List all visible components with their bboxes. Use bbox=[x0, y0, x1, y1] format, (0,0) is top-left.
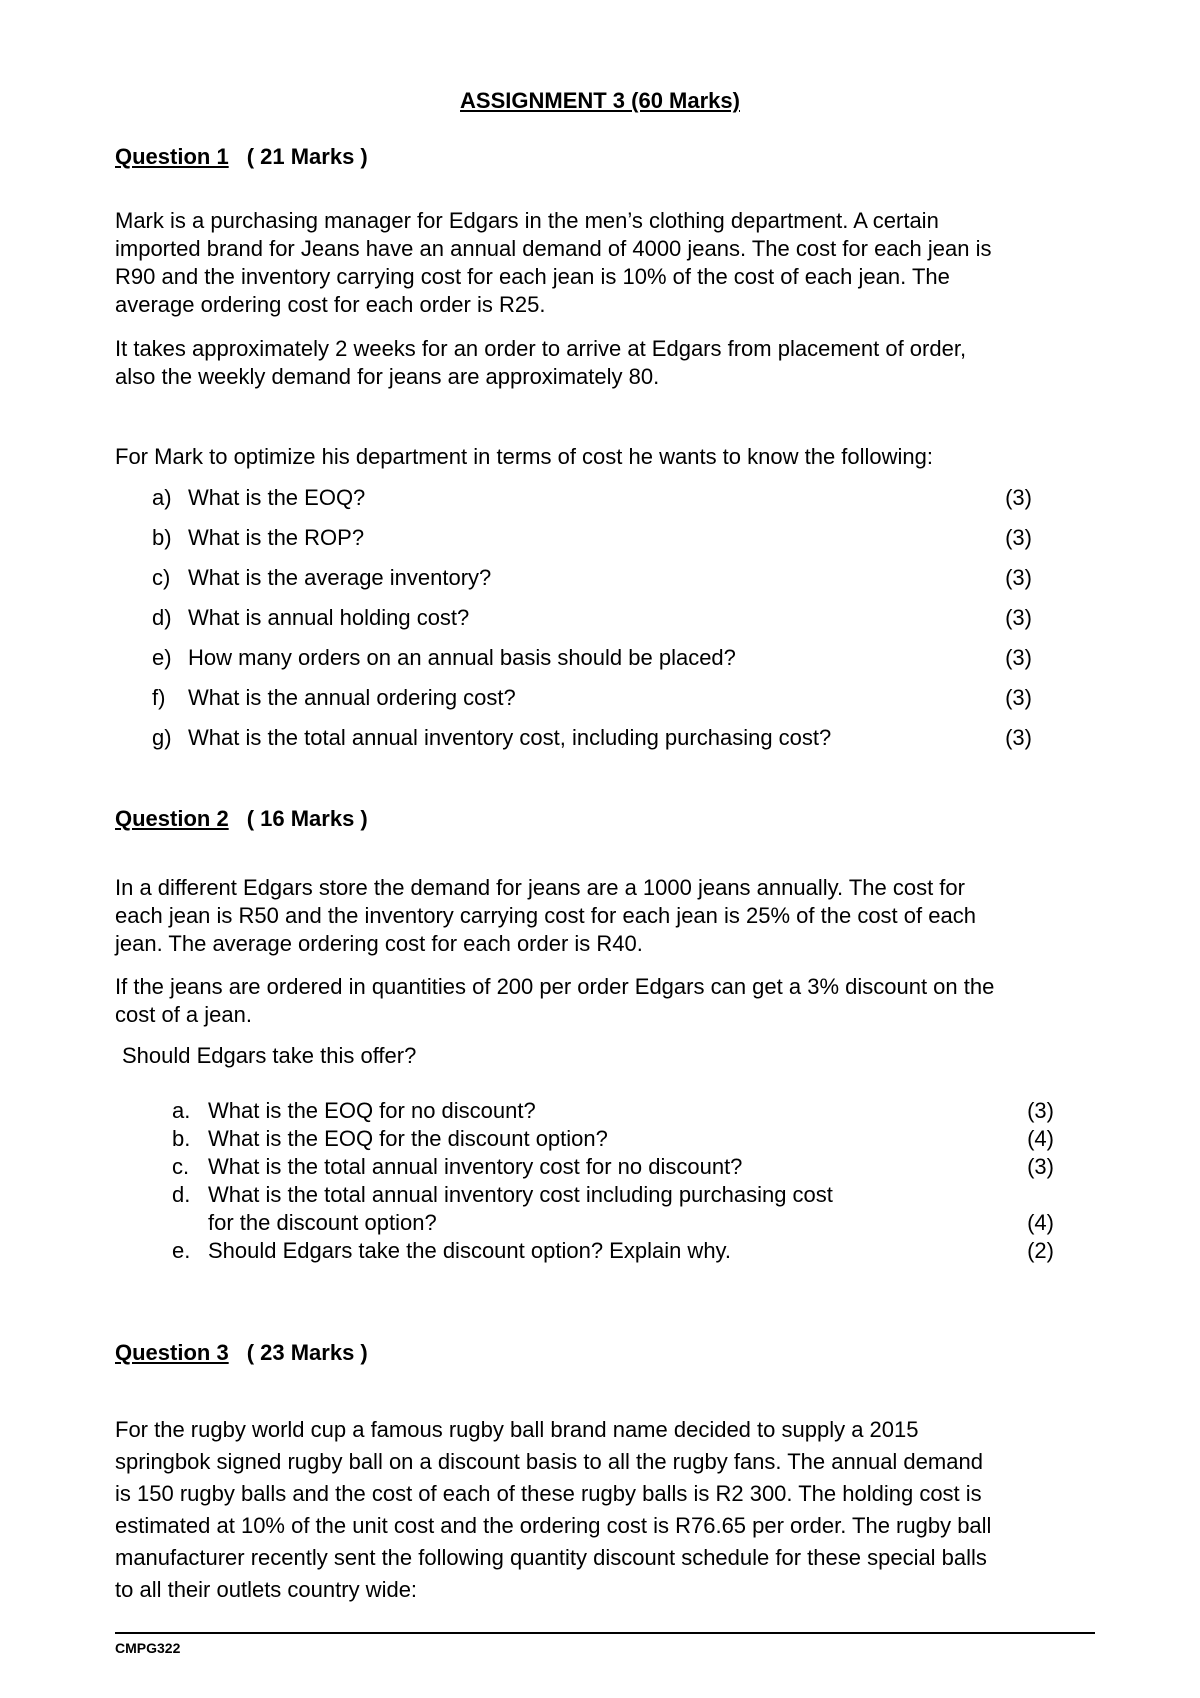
item-text: What is the EOQ? bbox=[188, 485, 366, 510]
item-marks: (3) bbox=[1005, 725, 1032, 750]
item-letter: a) bbox=[152, 485, 172, 510]
text-line: average ordering cost for each order is R25. bbox=[115, 292, 546, 317]
item-text: What is the total annual inventory cost including purchasing cost bbox=[208, 1182, 833, 1207]
text-line: is 150 rugby balls and the cost of each of these rugby balls is R2 300. The holding cost is bbox=[115, 1481, 982, 1506]
question-1-item bbox=[152, 485, 1032, 513]
item-marks: (3) bbox=[1027, 1098, 1054, 1123]
item-text: Should Edgars take the discount option? Explain why. bbox=[208, 1238, 732, 1263]
item-text: What is the total annual inventory cost, including purchasing cost? bbox=[188, 725, 832, 750]
question-1-paragraph-1 bbox=[115, 207, 1105, 319]
assignment-title: ASSIGNMENT 3 (60 Marks) bbox=[460, 88, 740, 113]
question-1-item bbox=[152, 645, 1032, 673]
item-marks: (3) bbox=[1005, 685, 1032, 710]
question-2-marks: ( 16 Marks ) bbox=[246, 806, 368, 831]
question-1-paragraph-2 bbox=[115, 335, 1105, 391]
item-text: What is the ROP? bbox=[188, 525, 365, 550]
text-line: imported brand for Jeans have an annual demand of 4000 jeans. The cost for each jean is bbox=[115, 236, 992, 261]
question-1-item bbox=[152, 725, 1032, 753]
question-2-paragraph-2 bbox=[115, 973, 1105, 1029]
question-1-marks: ( 21 Marks ) bbox=[246, 144, 368, 169]
text-line: Mark is a purchasing manager for Edgars in the men’s clothing department. A certain bbox=[115, 208, 939, 233]
question-1-item bbox=[152, 525, 1032, 553]
item-letter: c) bbox=[152, 565, 171, 590]
question-2-label: Question 2 bbox=[115, 806, 229, 831]
item-marks: (4) bbox=[1027, 1210, 1054, 1235]
item-text: What is the total annual inventory cost for no discount? bbox=[208, 1154, 743, 1179]
item-marks: (3) bbox=[1005, 645, 1032, 670]
item-letter: d. bbox=[172, 1182, 191, 1207]
text-line: also the weekly demand for jeans are approximately 80. bbox=[115, 364, 660, 389]
item-marks: (3) bbox=[1005, 565, 1032, 590]
item-marks: (2) bbox=[1027, 1238, 1054, 1263]
item-text: How many orders on an annual basis should be placed? bbox=[188, 645, 736, 670]
item-letter: f) bbox=[152, 685, 166, 710]
question-3-paragraph bbox=[115, 1414, 1105, 1606]
footer-course-code: CMPG322 bbox=[115, 1640, 181, 1656]
footer-rule bbox=[115, 1632, 1095, 1634]
item-letter: a. bbox=[172, 1098, 191, 1123]
question-1-heading bbox=[115, 144, 368, 170]
question-3-marks: ( 23 Marks ) bbox=[246, 1340, 368, 1365]
item-marks: (4) bbox=[1027, 1126, 1054, 1151]
question-2-paragraph-1 bbox=[115, 874, 1105, 958]
item-letter: e. bbox=[172, 1238, 191, 1263]
text-line: manufacturer recently sent the following quantity discount schedule for these special balls bbox=[115, 1545, 987, 1570]
text-line: It takes approximately 2 weeks for an order to arrive at Edgars from placement of order, bbox=[115, 336, 967, 361]
item-letter: b) bbox=[152, 525, 172, 550]
item-marks: (3) bbox=[1027, 1154, 1054, 1179]
item-letter: d) bbox=[152, 605, 172, 630]
text-line: to all their outlets country wide: bbox=[115, 1577, 418, 1602]
item-text: What is the average inventory? bbox=[188, 565, 492, 590]
text-line: In a different Edgars store the demand for jeans are a 1000 jeans annually. The cost for bbox=[115, 875, 965, 900]
text-line: jean. The average ordering cost for each order is R40. bbox=[115, 931, 643, 956]
text-line: springbok signed rugby ball on a discount basis to all the rugby fans. The annual demand bbox=[115, 1449, 983, 1474]
question-1-item bbox=[152, 685, 1032, 713]
question-3-label: Question 3 bbox=[115, 1340, 229, 1365]
text-line: For the rugby world cup a famous rugby ball brand name decided to supply a 2015 bbox=[115, 1417, 919, 1442]
item-text: What is the EOQ for no discount? bbox=[208, 1098, 536, 1123]
question-1-intro: For Mark to optimize his department in terms of cost he wants to know the following: bbox=[115, 444, 934, 469]
question-2-heading bbox=[115, 806, 368, 832]
item-text-continuation: for the discount option? bbox=[208, 1210, 437, 1235]
text-line: R90 and the inventory carrying cost for each jean is 10% of the cost of each jean. The bbox=[115, 264, 950, 289]
text-line: each jean is R50 and the inventory carrying cost for each jean is 25% of the cost of each bbox=[115, 903, 976, 928]
item-marks: (3) bbox=[1005, 485, 1032, 510]
item-marks: (3) bbox=[1005, 525, 1032, 550]
question-1-item bbox=[152, 605, 1032, 633]
item-letter: e) bbox=[152, 645, 172, 670]
question-1-label: Question 1 bbox=[115, 144, 229, 169]
item-letter: g) bbox=[152, 725, 172, 750]
item-letter: b. bbox=[172, 1126, 191, 1151]
item-text: What is annual holding cost? bbox=[188, 605, 470, 630]
question-2-prompt: Should Edgars take this offer? bbox=[122, 1043, 417, 1068]
item-text: What is the annual ordering cost? bbox=[188, 685, 516, 710]
text-line: If the jeans are ordered in quantities of 200 per order Edgars can get a 3% discount on the bbox=[115, 974, 995, 999]
item-marks: (3) bbox=[1005, 605, 1032, 630]
question-1-item bbox=[152, 565, 1032, 593]
item-letter: c. bbox=[172, 1154, 190, 1179]
item-text: What is the EOQ for the discount option? bbox=[208, 1126, 608, 1151]
question-3-heading bbox=[115, 1340, 368, 1366]
text-line: cost of a jean. bbox=[115, 1002, 252, 1027]
text-line: estimated at 10% of the unit cost and the ordering cost is R76.65 per order. The rugby ball bbox=[115, 1513, 992, 1538]
